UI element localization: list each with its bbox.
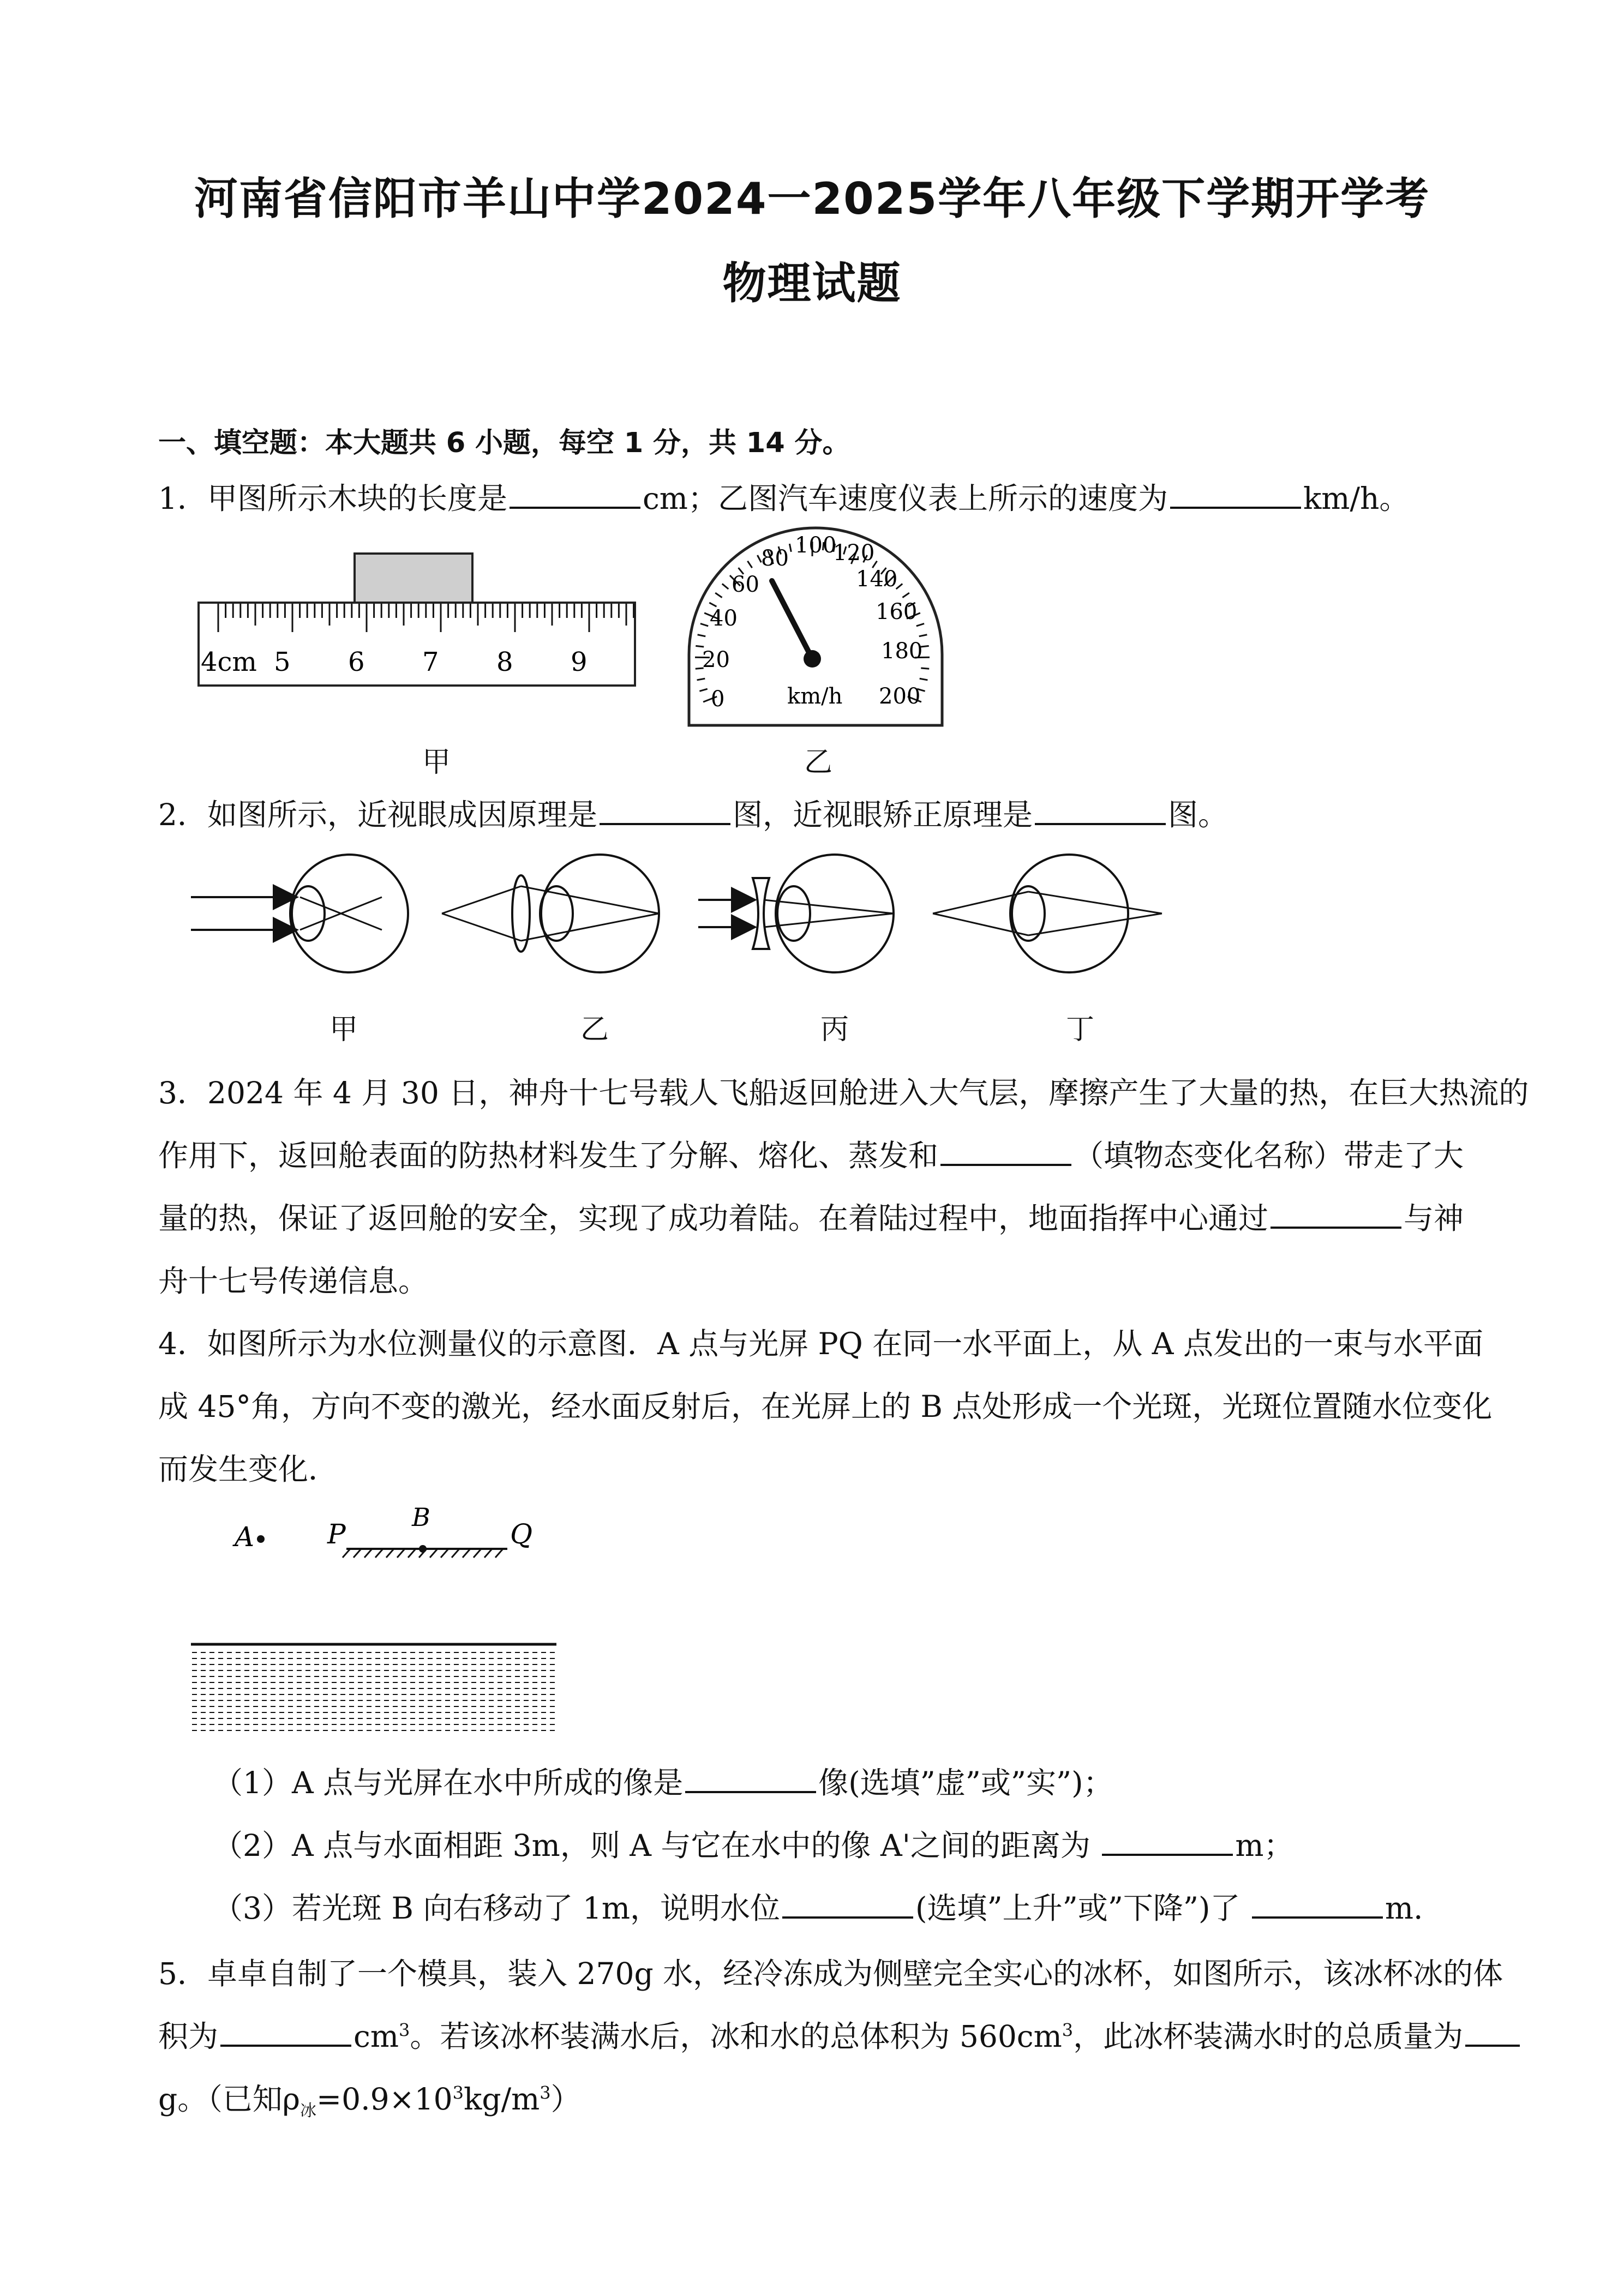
svg-text:200: 200	[879, 684, 921, 709]
eye-diagram-bing	[698, 855, 894, 972]
question-4-sub-3: （3）若光斑 B 向右移动了 1m，说明水位 (选填”上升”或”下降”)了 m.	[213, 1891, 1423, 1926]
answer-blank[interactable]	[220, 2018, 351, 2047]
svg-text:0: 0	[711, 687, 725, 712]
svg-text:120: 120	[833, 540, 875, 566]
question-4-sub-1: （1）A 点与光屏在水中所成的像是 像(选填”虚”或”实”)；	[213, 1765, 1113, 1800]
speedometer-figure	[674, 521, 957, 731]
question-4-sub-2: （2）A 点与水面相距 3m，则 A 与它在水中的像 A'之间的距离为 m；	[213, 1828, 1294, 1863]
section-heading: 一、填空题：本大题共 6 小题，每空 1 分，共 14 分。	[158, 427, 850, 459]
ruler-label: 4cm	[201, 647, 257, 677]
point-a-label: A	[235, 1521, 255, 1553]
ruler-label: 7	[422, 647, 439, 677]
question-5-line-1: 5．卓卓自制了一个模具，装入 270g 水，经冷冻成为侧壁完全实心的冰杯，如图所示，该冰杯冰的体	[158, 1956, 1503, 1991]
svg-text:80: 80	[761, 546, 789, 571]
answer-blank[interactable]	[600, 797, 730, 825]
ruler-label: 6	[348, 647, 365, 677]
exam-subtitle: 物理试题	[722, 258, 902, 309]
answer-blank[interactable]	[685, 1765, 816, 1793]
svg-text:100: 100	[795, 533, 837, 558]
water-level-figure	[191, 1505, 573, 1745]
wood-block	[355, 554, 472, 603]
question-2-text: 2．如图所示，近视眼成因原理是 图，近视眼矫正原理是 图。	[158, 797, 1229, 832]
answer-blank[interactable]	[1035, 797, 1166, 825]
exam-title: 河南省信阳市羊山中学2024一2025学年八年级下学期开学考	[194, 173, 1430, 224]
point-b	[419, 1545, 427, 1553]
eye-diagram-yi	[442, 855, 659, 972]
point-a	[257, 1535, 265, 1543]
caption-jia-2: 甲	[329, 1013, 358, 1046]
question-5-line-3: g。（已知$\rho_冰=0.9\times 10^3kg/m^3$）	[158, 2082, 581, 2120]
gauge-unit: km/h	[787, 684, 843, 709]
question-3-line-2: 作用下，返回舱表面的防热材料发生了分解、熔化、蒸发和 （填物态变化名称）带走了大	[158, 1138, 1464, 1173]
svg-text:20: 20	[702, 647, 730, 672]
water-body	[192, 1652, 555, 1730]
question-3-line-3: 量的热，保证了返回舱的安全，实现了成功着陆。在着陆过程中，地面指挥中心通过 与神	[158, 1201, 1464, 1236]
question-3-line-1: 3．2024 年 4 月 30 日，神舟十七号载人飞船返回舱进入大气层，摩擦产生了大量的热，在巨大热流的	[158, 1075, 1529, 1110]
answer-blank[interactable]	[1252, 1890, 1383, 1919]
caption-ding-2: 丁	[1065, 1013, 1094, 1046]
question-4-line-3: 而发生变化．	[158, 1452, 339, 1487]
ruler-body	[199, 603, 635, 686]
eye-diagrams	[185, 848, 1200, 990]
answer-blank[interactable]	[940, 1138, 1071, 1166]
svg-text:180: 180	[881, 639, 923, 664]
caption-bing-2: 丙	[820, 1013, 849, 1046]
point-q-label: Q	[510, 1518, 532, 1550]
question-4-line-1: 4．如图所示为水位测量仪的示意图．A 点与光屏 PQ 在同一水平面上，从 A 点发出的一束与水平面	[158, 1326, 1483, 1361]
answer-blank[interactable]	[1102, 1828, 1233, 1856]
answer-blank[interactable]	[782, 1890, 913, 1919]
ruler-figure	[191, 545, 644, 709]
answer-blank[interactable]	[1465, 2018, 1520, 2047]
ruler-label: 8	[496, 647, 513, 677]
svg-text:60: 60	[732, 572, 759, 597]
svg-text:40: 40	[710, 606, 738, 631]
ruler-label: 5	[274, 647, 291, 677]
answer-blank[interactable]	[510, 480, 640, 509]
eye-diagram-jia	[191, 855, 408, 972]
caption-yi: 乙	[804, 746, 832, 779]
point-p-label: P	[327, 1518, 346, 1550]
question-5-line-2: 积为 $cm^3$。若该冰杯装满水后，冰和水的总体积为 $560cm^3$，此冰杯装满水时的总质量为	[158, 2012, 1478, 2055]
svg-text:160: 160	[876, 599, 918, 624]
question-3-line-4: 舟十七号传递信息。	[158, 1264, 429, 1299]
ruler-label: 9	[571, 647, 588, 677]
svg-text:140: 140	[856, 567, 898, 592]
question-4-line-2: 成 45°角，方向不变的激光，经水面反射后，在光屏上的 B 点处形成一个光斑，光斑位置随水位变化	[158, 1389, 1493, 1424]
caption-jia: 甲	[422, 746, 451, 779]
answer-blank[interactable]	[1271, 1200, 1401, 1229]
eye-diagram-ding	[933, 855, 1162, 972]
answer-blank[interactable]	[1170, 480, 1301, 509]
point-b-label: B	[412, 1505, 430, 1532]
caption-yi-2: 乙	[580, 1013, 609, 1046]
question-1-text: 1．甲图所示木块的长度是 cm；乙图汽车速度仪表上所示的速度为 km/h。	[158, 481, 1410, 516]
gauge-hub	[804, 650, 821, 668]
